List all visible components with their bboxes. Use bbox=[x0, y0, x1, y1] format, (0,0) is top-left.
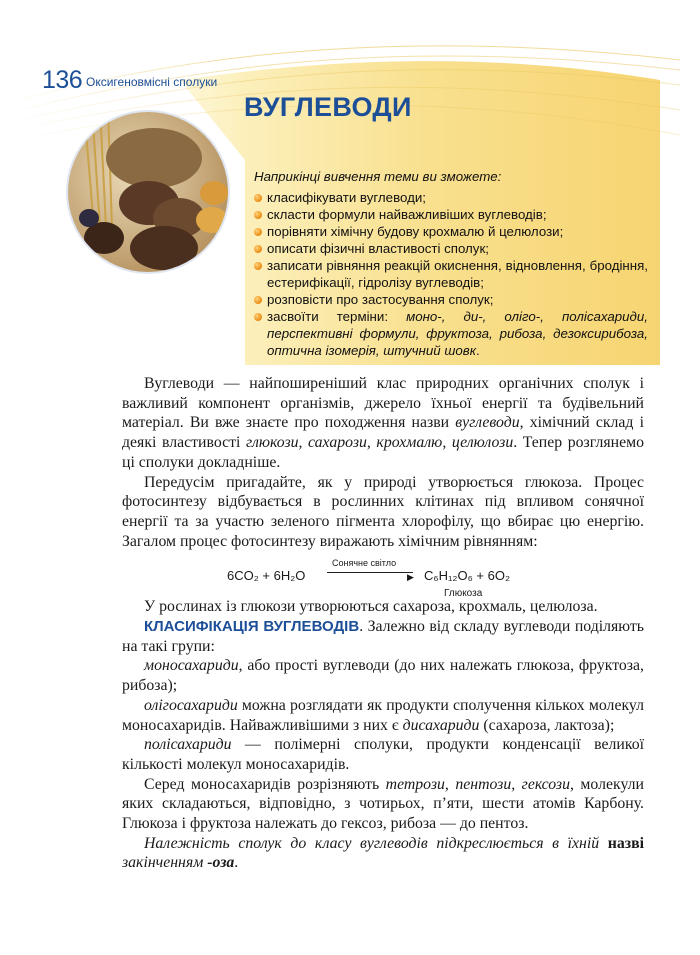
reaction-arrow bbox=[327, 572, 413, 573]
orange-bullet-icon bbox=[254, 313, 262, 321]
arrow-head-icon: ▶ bbox=[407, 572, 414, 583]
glucose-label: Глюкоза bbox=[444, 588, 483, 600]
paragraph-monosaccharides: Серед моносахаридів розрізняють тетрози, пентози, гексози, молекули яких складаються, відповідно, з чотирьох, п’яти, шести атомів Карбону. Глюкоза і фруктоза належать до гексоз, рибоза — до пентоз. bbox=[122, 775, 644, 833]
paragraph-oligo: олігосахариди можна розглядати як продукти сполучення кількох молекул моносахаридів. Найважливішими з них є дисахариди (сахароза, лактоза); bbox=[122, 696, 644, 734]
paragraph-photosynthesis: Передусім пригадайте, як у природі утворюється глюкоза. Процес фотосинтезу відбувається в рослинних клітинах під впливом сонячної енергії та за участю зеленого пігмента хлорофілу, що вбирає цю енергію. Загалом процес фотосинтезу виражають хімічним рівнянням: bbox=[122, 473, 644, 550]
goal-item: розповісти про застосування сполук; bbox=[254, 291, 648, 308]
orange-bullet-icon bbox=[254, 228, 262, 236]
paragraph-poly: полісахариди — полімерні сполуки, продукти конденсації великої кількості молекул моносахаридів. bbox=[122, 736, 644, 773]
equation-condition: Сонячне світло bbox=[332, 558, 397, 569]
paragraph-products: У рослинах із глюкози утворюються сахароза, крохмаль, целюлоза. bbox=[144, 598, 598, 616]
goal-item: класифікувати вуглеводи; bbox=[254, 189, 648, 206]
goal-item: записати рівняння реакцій окиснення, відновлення, бродіння, естерифікації, гідролізу вуглеводів; bbox=[254, 257, 648, 291]
orange-bullet-icon bbox=[254, 296, 262, 304]
equation-products: C₆H₁₂O₆ + 6O₂ bbox=[424, 568, 511, 584]
orange-bullet-icon bbox=[254, 245, 262, 253]
orange-bullet-icon bbox=[254, 262, 262, 270]
main-text bbox=[122, 374, 644, 873]
goal-item: скласти формули найважливіших вуглеводів; bbox=[254, 206, 648, 223]
equation-reactants: 6CO₂ + 6H₂O bbox=[227, 568, 306, 584]
goal-item-terms: засвоїти терміни: моно-, ди-, оліго-, полісахариди, перспективні формули, фруктоза, рибоза, дезоксирибоза, оптична ізомерія, штучний шовк. bbox=[254, 308, 648, 359]
classification-heading: КЛАСИФІКАЦІЯ ВУГЛЕВОДІВ bbox=[144, 618, 360, 636]
page-number: 136 bbox=[42, 66, 83, 94]
paragraph-intro: Вуглеводи — найпоширеніший клас природних органічних сполук і важливий компонент організмів, джерело їхньої енергії та будівельний матеріал. Ви вже знаєте про походження назви вуглеводи, хімічний склад і деякі властивості глюкози, сахарози, крохмалю, целюлози. Тепер розглянемо ці сполуки докладніше. bbox=[122, 375, 644, 471]
photosynthesis-equation bbox=[122, 554, 644, 600]
goals-list bbox=[254, 189, 648, 359]
learning-goals bbox=[254, 168, 648, 359]
chapter-title: ВУГЛЕВОДИ bbox=[244, 92, 412, 122]
paragraph-mono: моносахариди, або прості вуглеводи (до них належать глюкоза, фруктоза, рибоза); bbox=[122, 657, 644, 695]
goal-item: порівняти хімічну будову крохмалю й целюлози; bbox=[254, 223, 648, 240]
goals-intro: Наприкінці вивчення теми ви зможете: bbox=[254, 169, 502, 184]
paragraph-classification: КЛАСИФІКАЦІЯ ВУГЛЕВОДІВ. Залежно від складу вуглеводи поділяють на такі групи: bbox=[122, 618, 644, 655]
goal-item: описати фізичні властивості сполук; bbox=[254, 240, 648, 257]
section-name: Оксигеновмісні сполуки bbox=[86, 75, 218, 89]
orange-bullet-icon bbox=[254, 194, 262, 202]
paragraph-ending-rule: Належність сполук до класу вуглеводів підкреслюється в їхній назві закінченням -оза. bbox=[122, 834, 644, 872]
orange-bullet-icon bbox=[254, 211, 262, 219]
bread-photo bbox=[64, 108, 232, 276]
